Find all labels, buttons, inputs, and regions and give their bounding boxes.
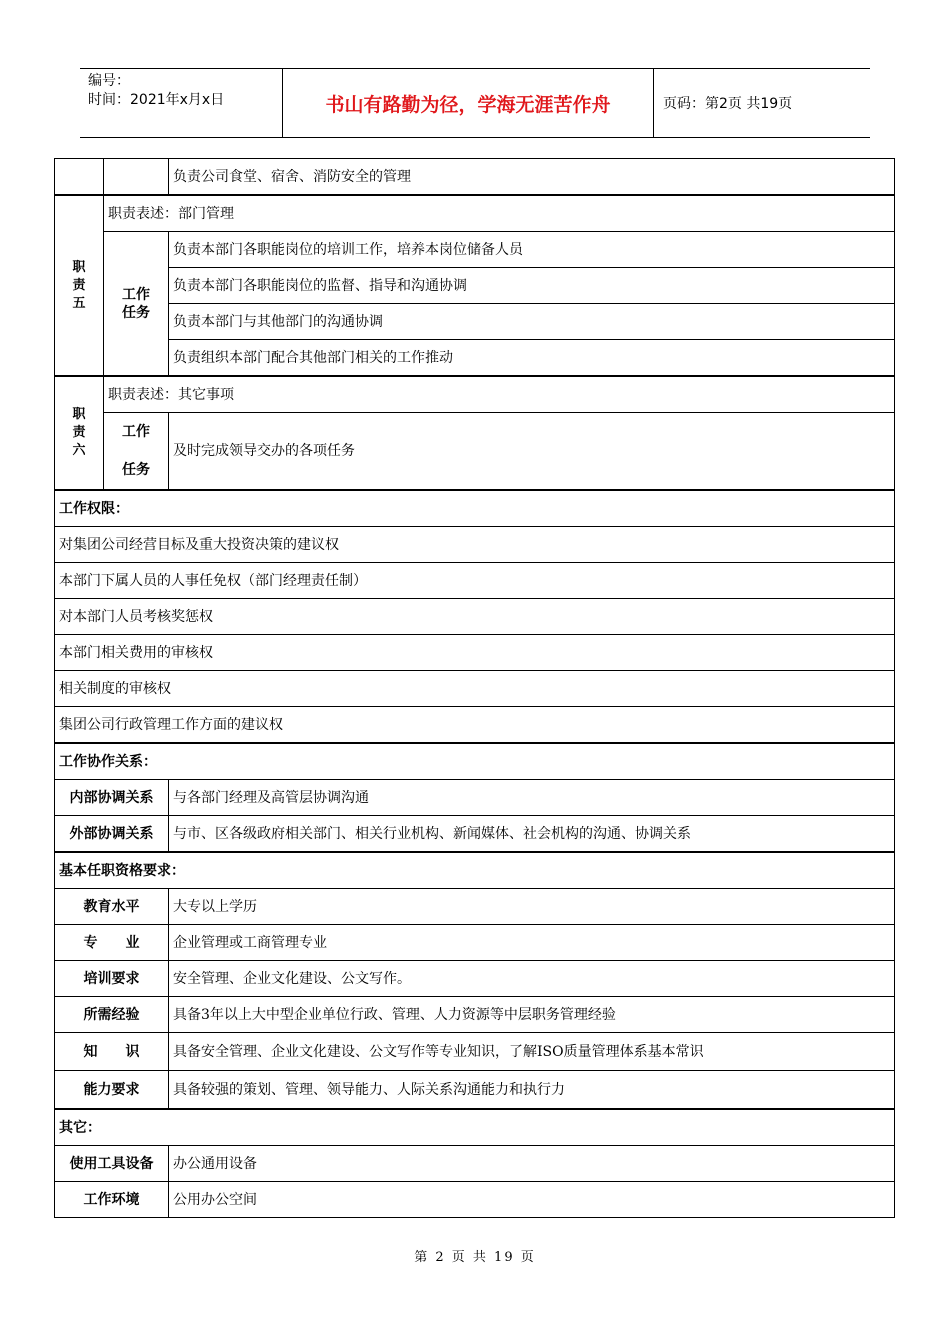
table-row <box>55 997 895 1033</box>
table-row <box>55 563 895 599</box>
table-row <box>55 1033 895 1071</box>
table-row <box>55 232 895 268</box>
qualification-label: 专 业 <box>55 925 169 961</box>
task-cell: 负责本部门各职能岗位的监督、指导和沟通协调 <box>169 268 895 304</box>
table-row <box>55 1109 895 1146</box>
list-item: 本部门相关费用的审核权 <box>55 635 895 671</box>
document-time-label: 时间：2021年x月x日 <box>88 92 225 108</box>
internal-coordination-value: 与各部门经理及高管层协调沟通 <box>169 780 895 816</box>
list-item: 集团公司行政管理工作方面的建议权 <box>55 707 895 744</box>
table-row <box>55 376 895 413</box>
table-row <box>55 707 895 744</box>
table-row <box>55 527 895 563</box>
page-footer: 第 2 页 共 19 页 <box>414 1250 536 1265</box>
header-page-number: 页码：第2页 共19页 <box>663 96 793 112</box>
qualification-value: 具备3年以上大中型企业单位行政、管理、人力资源等中层职务管理经验 <box>169 997 895 1033</box>
work-task-label: 工作 任务 <box>104 232 169 377</box>
external-coordination-label: 外部协调关系 <box>55 816 169 853</box>
empty-cell <box>104 159 169 196</box>
task-cell: 负责组织本部门配合其他部门相关的工作推动 <box>169 340 895 377</box>
qualification-value: 大专以上学历 <box>169 889 895 925</box>
table-row <box>55 1182 895 1218</box>
table-row <box>55 268 895 304</box>
table-row <box>55 816 895 853</box>
qualification-label: 培训要求 <box>55 961 169 997</box>
page-header <box>80 68 870 138</box>
table-row <box>55 304 895 340</box>
header-meta <box>80 69 283 137</box>
table-row <box>55 743 895 780</box>
table-row <box>55 635 895 671</box>
task-cell: 负责本部门与其他部门的沟通协调 <box>169 304 895 340</box>
table-row <box>55 889 895 925</box>
table-row <box>55 1146 895 1182</box>
task-cell: 负责本部门各职能岗位的培训工作，培养本岗位储备人员 <box>169 232 895 268</box>
section-title-qualification: 基本任职资格要求： <box>55 852 895 889</box>
list-item: 对集团公司经营目标及重大投资决策的建议权 <box>55 527 895 563</box>
qualification-value: 安全管理、企业文化建设、公文写作。 <box>169 961 895 997</box>
internal-coordination-label: 内部协调关系 <box>55 780 169 816</box>
header-motto: 书山有路勤为径，学海无涯苦作舟 <box>283 69 654 137</box>
empty-cell <box>55 159 104 196</box>
table-row <box>55 852 895 889</box>
table-row <box>55 490 895 527</box>
qualification-value: 企业管理或工商管理专业 <box>169 925 895 961</box>
table-row <box>55 925 895 961</box>
document-code-label: 编号： <box>88 73 130 89</box>
tools-label: 使用工具设备 <box>55 1146 169 1182</box>
table-row <box>55 1071 895 1110</box>
list-item: 相关制度的审核权 <box>55 671 895 707</box>
table-row <box>55 195 895 232</box>
section-title-cooperation: 工作协作关系： <box>55 743 895 780</box>
table-row <box>55 671 895 707</box>
table-row <box>55 413 895 491</box>
qualification-label: 知 识 <box>55 1033 169 1071</box>
qualification-value: 具备较强的策划、管理、领导能力、人际关系沟通能力和执行力 <box>169 1071 895 1110</box>
tools-value: 办公通用设备 <box>169 1146 895 1182</box>
table-row <box>55 961 895 997</box>
section-title-other: 其它： <box>55 1109 895 1146</box>
task-cell: 及时完成领导交办的各项任务 <box>169 413 895 491</box>
duty-six-title: 职责六 <box>55 376 104 490</box>
external-coordination-value: 与市、区各级政府相关部门、相关行业机构、新闻媒体、社会机构的沟通、协调关系 <box>169 816 895 853</box>
table-row <box>55 599 895 635</box>
environment-label: 工作环境 <box>55 1182 169 1218</box>
job-description-table <box>54 158 895 1218</box>
task-cell: 负责公司食堂、宿舍、消防安全的管理 <box>169 159 895 196</box>
table-row <box>55 780 895 816</box>
work-task-label: 工作 任务 <box>104 413 169 491</box>
list-item: 本部门下属人员的人事任免权（部门经理责任制） <box>55 563 895 599</box>
duty-five-title: 职责五 <box>55 195 104 376</box>
qualification-label: 教育水平 <box>55 889 169 925</box>
qualification-label: 能力要求 <box>55 1071 169 1110</box>
qualification-value: 具备安全管理、企业文化建设、公文写作等专业知识，了解ISO质量管理体系基本常识 <box>169 1033 895 1071</box>
duty-six-statement: 职责表述：其它事项 <box>104 376 895 413</box>
section-title-authority: 工作权限： <box>55 490 895 527</box>
table-row <box>55 159 895 196</box>
table-row <box>55 340 895 377</box>
duty-five-statement: 职责表述：部门管理 <box>104 195 895 232</box>
list-item: 对本部门人员考核奖惩权 <box>55 599 895 635</box>
qualification-label: 所需经验 <box>55 997 169 1033</box>
environment-value: 公用办公空间 <box>169 1182 895 1218</box>
